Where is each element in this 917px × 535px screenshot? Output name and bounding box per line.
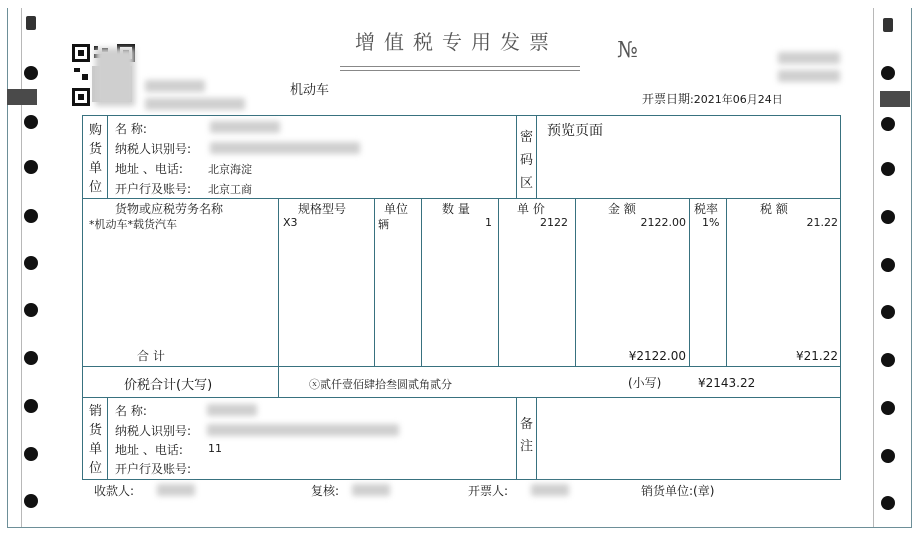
item-tax-amount: 21.22 bbox=[806, 216, 838, 229]
feed-hole bbox=[24, 399, 38, 413]
table-divider bbox=[536, 115, 537, 199]
buyer-address-phone-value: 北京海淀 bbox=[208, 163, 252, 176]
seller-tax-id-redacted bbox=[207, 424, 399, 436]
issue-date-value: :2021年06月24日 bbox=[690, 93, 783, 106]
feed-hole bbox=[881, 496, 895, 510]
feed-hole bbox=[881, 305, 895, 319]
buyer-bank-account-value: 北京工商 bbox=[208, 183, 252, 196]
buyer-section-label bbox=[89, 121, 103, 197]
seller-code-redacted bbox=[145, 80, 205, 92]
table-divider bbox=[82, 366, 841, 367]
buyer-name-label: 名 称: bbox=[115, 122, 147, 136]
buyer-name-redacted bbox=[210, 121, 280, 133]
feed-hole bbox=[24, 494, 38, 508]
table-border bbox=[82, 115, 83, 480]
table-divider bbox=[82, 397, 841, 398]
title-underline bbox=[340, 70, 580, 71]
grand-total-figures: ¥2143.22 bbox=[698, 376, 756, 390]
table-divider bbox=[278, 198, 279, 398]
qr-redacted bbox=[95, 48, 135, 106]
vehicle-type: 机动车 bbox=[290, 83, 330, 98]
buyer-label-char: 位 bbox=[89, 180, 103, 195]
seller-seal-label: 销货单位:(章) bbox=[641, 484, 715, 498]
issue-date bbox=[642, 90, 783, 107]
col-tax-amount: 税 额 bbox=[760, 202, 788, 216]
invoice-number-redacted bbox=[778, 70, 840, 82]
drawer-redacted bbox=[531, 484, 569, 496]
feed-hole bbox=[24, 66, 38, 80]
table-divider bbox=[516, 397, 517, 480]
total-amount: ¥2122.00 bbox=[628, 349, 686, 363]
payee-label: 收款人: bbox=[94, 484, 135, 498]
feed-hole bbox=[881, 258, 895, 272]
feed-hole bbox=[881, 210, 895, 224]
remarks-label-char: 备 bbox=[520, 417, 534, 432]
col-amount: 金 额 bbox=[608, 202, 636, 216]
invoice-code-redacted bbox=[145, 98, 245, 110]
table-divider bbox=[82, 198, 841, 199]
total-label: 合 计 bbox=[137, 349, 165, 363]
table-border bbox=[840, 115, 841, 480]
feed-hole bbox=[881, 449, 895, 463]
registration-mark bbox=[7, 89, 37, 105]
item-spec-model: X3 bbox=[283, 216, 298, 229]
seller-label-char: 货 bbox=[89, 423, 103, 438]
pin-icon bbox=[883, 18, 893, 32]
table-divider bbox=[575, 198, 576, 366]
cipher-label-char: 码 bbox=[520, 153, 534, 168]
table-divider bbox=[689, 198, 690, 366]
remarks-label-char: 注 bbox=[520, 439, 534, 454]
feed-hole bbox=[24, 447, 38, 461]
invoice-number-symbol: № bbox=[617, 38, 638, 63]
tractor-feed-line-right bbox=[873, 8, 874, 527]
issue-date-label: 开票日期 bbox=[642, 92, 691, 106]
item-quantity: 1 bbox=[485, 216, 492, 229]
table-border bbox=[82, 479, 841, 480]
tractor-feed-line-left bbox=[21, 8, 22, 527]
grand-total-small-label: (小写) bbox=[628, 376, 662, 390]
seller-address-phone-label: 地址 、电话: bbox=[115, 443, 183, 457]
col-quantity: 数 量 bbox=[442, 202, 470, 216]
registration-mark bbox=[880, 91, 910, 107]
reviewer-label: 复核: bbox=[311, 484, 340, 498]
item-unit: 辆 bbox=[378, 218, 389, 231]
cipher-label-char: 密 bbox=[520, 130, 534, 145]
feed-hole bbox=[24, 115, 38, 129]
remarks-label bbox=[520, 414, 534, 458]
buyer-tax-id-label: 纳税人识别号: bbox=[115, 142, 192, 156]
invoice-title: 增值税专用发票 bbox=[355, 30, 558, 54]
col-unit: 单位 bbox=[384, 202, 409, 216]
table-divider bbox=[374, 198, 375, 366]
seller-label-char: 位 bbox=[89, 461, 103, 476]
pin-icon bbox=[26, 16, 36, 30]
buyer-label-char: 单 bbox=[89, 161, 103, 176]
seller-label-char: 销 bbox=[89, 404, 103, 419]
drawer-label: 开票人: bbox=[468, 484, 509, 498]
col-goods-name: 货物或应税劳务名称 bbox=[115, 202, 224, 216]
col-spec-model: 规格型号 bbox=[298, 202, 347, 216]
seller-bank-account-label: 开户行及账号: bbox=[115, 462, 192, 476]
col-unit-price: 单 价 bbox=[517, 202, 545, 216]
feed-hole bbox=[881, 162, 895, 176]
seller-section-label bbox=[89, 402, 103, 478]
grand-total-words: ⓧ贰仟壹佰肆拾叁圆贰角贰分 bbox=[309, 378, 452, 391]
cipher-label-char: 区 bbox=[520, 176, 534, 191]
table-border bbox=[82, 115, 841, 116]
table-divider bbox=[107, 115, 108, 199]
item-unit-price: 2122 bbox=[540, 216, 568, 229]
total-tax: ¥21.22 bbox=[796, 349, 838, 363]
feed-hole bbox=[24, 303, 38, 317]
col-tax-rate: 税率 bbox=[694, 202, 719, 216]
table-divider bbox=[536, 397, 537, 480]
buyer-label-char: 购 bbox=[89, 123, 103, 138]
buyer-tax-id-redacted bbox=[210, 142, 360, 154]
payee-redacted bbox=[157, 484, 195, 496]
table-divider bbox=[498, 198, 499, 366]
feed-hole bbox=[881, 401, 895, 415]
feed-hole bbox=[881, 117, 895, 131]
title-underline bbox=[340, 66, 580, 67]
buyer-label-char: 货 bbox=[89, 142, 103, 157]
seller-name-redacted bbox=[207, 404, 257, 416]
table-divider bbox=[726, 198, 727, 366]
reviewer-redacted bbox=[352, 484, 390, 496]
seller-label-char: 单 bbox=[89, 442, 103, 457]
table-divider bbox=[421, 198, 422, 366]
cipher-area-label bbox=[520, 126, 534, 195]
item-tax-rate: 1% bbox=[702, 216, 720, 229]
seller-name-label: 名 称: bbox=[115, 404, 147, 418]
table-divider bbox=[107, 397, 108, 480]
grand-total-label: 价税合计(大写) bbox=[124, 378, 213, 393]
buyer-bank-account-label: 开户行及账号: bbox=[115, 182, 192, 196]
feed-hole bbox=[24, 160, 38, 174]
feed-hole bbox=[881, 353, 895, 367]
cipher-area-content: 预览页面 bbox=[547, 123, 603, 139]
feed-hole bbox=[24, 351, 38, 365]
seller-address-phone-value: 11 bbox=[208, 442, 222, 455]
seller-tax-id-label: 纳税人识别号: bbox=[115, 424, 192, 438]
item-goods-name: *机动车*载货汽车 bbox=[89, 218, 177, 231]
feed-hole bbox=[24, 256, 38, 270]
feed-hole bbox=[24, 209, 38, 223]
table-divider bbox=[516, 115, 517, 199]
invoice-number-redacted bbox=[778, 52, 840, 64]
feed-hole bbox=[881, 66, 895, 80]
buyer-address-phone-label: 地址 、电话: bbox=[115, 162, 183, 176]
item-amount: 2122.00 bbox=[640, 216, 686, 229]
